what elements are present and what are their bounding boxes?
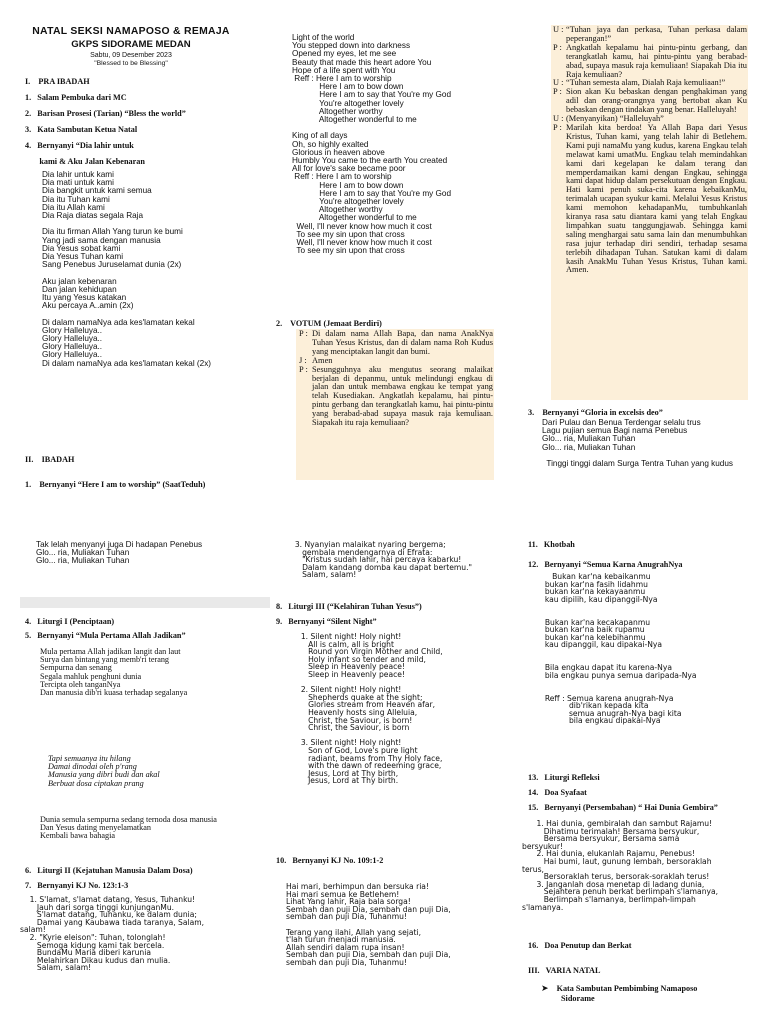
song-line: Salam, salam! — [20, 963, 92, 973]
song-line: bukan kar'na kelebihanmu — [540, 632, 646, 642]
song-line: Lihat Yang lahir, Raja bala sorga! — [286, 897, 411, 907]
song-line: Melahirkan Dikau kudus dan mulia. — [20, 955, 171, 965]
speaker-label: U : — [553, 114, 564, 124]
song-line: Opened my eyes, let me see — [292, 49, 397, 59]
song-line: You're altogether lovely — [292, 98, 404, 108]
song-line: All is calm, all is bright — [296, 639, 394, 649]
speaker-label: P : — [553, 122, 562, 132]
song-line: Glory Halleluya.. — [42, 325, 103, 335]
agenda-item: 6. Liturgi II (Kejatuhan Manusia Dalam Dosa) — [25, 866, 193, 875]
varia-item-label: Kata Sambutan Pembimbing Namaposo — [556, 984, 698, 993]
speaker-label: P : — [553, 87, 562, 97]
song-kj-123-verse3 — [290, 541, 472, 579]
gloria-heading: 3. Bernyanyi “Gloria in excelsis deo” — [528, 408, 663, 417]
song-mula-pertama-italic — [48, 755, 160, 788]
litany-text: Amen — [312, 355, 333, 365]
song-line: Dia bangkit untuk kami semua — [42, 186, 152, 196]
song-line: Dia Yesus sobat kami — [42, 243, 121, 253]
agenda-item: 16. Doa Penutup dan Berkat — [528, 941, 632, 950]
song-line: Surya dan bintang yang memb'ri terang — [40, 655, 170, 665]
song-line: bila engkau dipakai-Nya — [540, 716, 661, 726]
song-line: Sang Penebus Juruselamat dunia (2x) — [42, 260, 182, 270]
agenda-items — [25, 618, 186, 646]
song-line: 1. Hai dunia, gembiralah dan sambut Rajamu! — [522, 819, 713, 828]
song-kj-109 — [286, 883, 451, 967]
song-line: Terang yang ilahi, Allah yang sejati, — [286, 927, 422, 937]
song-line: Holy infant so tender and mild, — [296, 654, 426, 664]
song-line: Here I am to bow down — [292, 82, 404, 92]
song-line: Glory Halleluya.. — [42, 350, 103, 360]
song-line: Allah sendiri dalam rupa insan! — [286, 942, 405, 952]
song-line: Glo... ria, Muliakan Tuhan — [36, 556, 130, 566]
speaker-label: P : — [299, 364, 308, 374]
litany-line — [553, 88, 747, 115]
song-line: You're altogether lovely — [292, 197, 404, 207]
votum-heading: 2. VOTUM (Jemaat Berdiri) — [276, 319, 382, 328]
votum-litany — [299, 330, 493, 428]
litany-line — [299, 330, 493, 357]
song-line: Salam, salam! — [290, 570, 357, 580]
song-line: dib'rikan kepada kita — [540, 701, 649, 711]
song-line: Tinggi tinggi dalam Surga Tentra Tuhan yang kudus — [542, 459, 734, 468]
church-name: GKPS SIDORAME MEDAN — [71, 39, 191, 50]
song-line: bukan kar'na fasih lidahmu — [540, 579, 648, 589]
song-line: Glo... ria, Muliakan Tuhan — [542, 434, 636, 444]
song-line: Round yon Virgin Mother and Child, — [296, 647, 443, 657]
litany-text: Di dalam nama Allah Bapa, dan nama AnakNya Tuhan Yesus Kristus, dan di dalam nama Roh Kudus yang menciptakan langit dan bumi. — [312, 329, 493, 356]
song-line: Dia Yesus Tuhan kami — [42, 252, 124, 262]
song-line: sembah dan puji Dia, Tuhanmu! — [286, 912, 407, 922]
song-line: King of all days — [292, 131, 348, 141]
song-line — [540, 603, 697, 611]
song-line: S'lamat datang, Tuhanku, ke dalam dunia; — [20, 910, 197, 920]
song-line — [540, 649, 697, 657]
song-line: Tapi semuanya itu hilang — [48, 754, 131, 763]
agenda-items-4 — [528, 541, 682, 573]
song-line: Shepherds quake at the sight; — [296, 692, 423, 702]
song-line — [540, 679, 697, 687]
agenda-item: 12. Bernyanyi “Semua Karna AnugrahNya — [528, 560, 683, 569]
event-date: Sabtu, 09 Desember 2023 — [90, 52, 172, 59]
varia-item-label-2: Sidorame — [561, 994, 595, 1003]
song-line: Kembali bawa bahagia — [40, 831, 116, 841]
agenda-item: 3. Kata Sambutan Ketua Natal — [25, 125, 138, 134]
song-semua-karna-anugrah — [540, 573, 697, 725]
agenda-item: 1. Bernyanyi “Here I am to worship” (SaatTeduh) — [25, 480, 206, 489]
song-gloria — [542, 419, 733, 468]
song-line: Aku jalan kebenaran — [42, 276, 117, 286]
song-line: Sembah dan puji Dia, sembah dan puji Dia, — [286, 950, 451, 960]
song-line: Semoga kidung kami tak bercela. — [20, 940, 165, 950]
song-line: Dan Yesus dating menyelamatkan — [40, 823, 151, 833]
song-line: semua anugrah-Nya bagi kita — [540, 708, 682, 718]
gloria-continued — [36, 541, 202, 566]
song-line: Bersama bersyukur, Bersama sama — [522, 834, 680, 844]
song-line: with the dawn of redeeming grace, — [296, 761, 442, 771]
song-line: Bukan kar'na kebaikanmu — [540, 572, 651, 581]
song-line: Son of God, Love's pure light — [296, 745, 418, 755]
song-line: Heavenly hosts sing Alleluia, — [296, 707, 418, 717]
song-line: Dia lahir untuk kami — [42, 170, 114, 179]
song-line: Berlimpah s'lamanya, berlimpah-limpah — [522, 894, 696, 904]
kj109-heading: 10. Bernyanyi KJ No. 109:1-2 — [276, 856, 384, 865]
song-line: Glorious in heaven above — [292, 147, 385, 157]
song-line: Sleep in Heavenly peace! — [296, 669, 405, 679]
song-line: Christ, the Saviour, is born — [296, 723, 410, 733]
song-line: Well, I'll never know how much it cost — [292, 238, 432, 248]
agenda-items-5 — [528, 774, 718, 819]
litany-text: “Tuhan jaya dan perkasa, Tuhan perkasa dalam peperangan!” — [566, 25, 747, 43]
song-line: To see my sin upon that cross — [292, 229, 405, 239]
song-line: Di dalam namaNya ada kes'lamatan kekal (2x) — [42, 358, 212, 368]
song-line: Dia itu Tuhan kami — [42, 194, 110, 204]
agenda-item: 4. Bernyanyi “Dia lahir untuk — [25, 141, 134, 150]
speaker-label: P : — [553, 42, 562, 52]
litany-text: (Menyanyikan) “Halleluyah” — [566, 114, 664, 124]
song-line: Sleep in Heavenly peace! — [296, 662, 405, 672]
litany-line — [553, 44, 747, 80]
litany-text: Angkatlah kepalamu hai pintu-pintu gerbang, dan terangkatlah kamu, hai pintu-pintu yang berabad-abad, supaya masuk raja kemuliaan! Siapakah Dia itu Raja kemuliaan? — [566, 42, 747, 79]
song-line: Glo... ria, Muliakan Tuhan — [36, 548, 130, 558]
song-line: 3. Silent night! Holy night! — [296, 738, 402, 748]
song-line: t'lah turun menjadi manusia. — [286, 935, 396, 945]
song-line: bila engkau punya semua daripada-Nya — [540, 670, 697, 680]
agenda-item: 14. Doa Syafaat — [528, 788, 587, 797]
song-line: 1. S'lamat, s'lamat datang, Yesus, Tuhanku! — [20, 895, 196, 904]
song-line: Bukan kar'na kecakapanmu — [540, 617, 651, 627]
song-line: Reff : Here I am to worship — [292, 74, 392, 84]
song-line: Jesus, Lord at Thy birth, — [296, 768, 399, 778]
song-mula-pertama-end — [40, 816, 217, 841]
song-line: radiant, beams from Thy Holy face, — [296, 753, 443, 763]
song-line: Tercipta oleh tanganNya — [40, 679, 121, 689]
song-line: Here I am to say that You're my God — [292, 188, 452, 198]
song-line: terus, — [522, 864, 544, 874]
litany-text: Marilah kita berdoa! Ya Allah Bapa dari Yesus Kristus, Tuhan kami, yang telah lahir di Betlehem. Kami puji namaMu yang kudus, karena Engkau telah melawat kami umatMu. Engkau telah memindahkan kami dari kegelapan ke dalam terang dan memperdamaikan kami dengan Engkau, sehingga kami dapat hidup dalam persekutuan dengan Engkau. Hati kami penuh suka-cita karena kebaikanMu, terimalah ucapan syukur kami. Melalui Yesus Kristus kami memohon kehadapanMu, tumbuhkanlah kiranya rasa satu diantara kami yang telah Engkau limpahkan suatu tanggungjawab. Sehingga kami saling menghargai satu sama lain dan menumbuhkan rasa jujur terhadap diri sendiri, terhadap sesama terlebih dihadapan Tuhan. Satukan kami di dalam kasih AnakMu Tuhan Yesus Kristus, Tuhan kami. Amen. — [566, 122, 747, 275]
song-line: Mula pertama Allah jadikan langit dan laut — [40, 647, 181, 656]
song-line: Manusia yang dibri budi dan akal — [48, 770, 160, 780]
song-line: Reff : Here I am to worship — [292, 172, 392, 182]
song-line: Dia itu firman Allah Yang turun ke bumi — [42, 227, 183, 237]
song-line: Itu yang Yesus katakan — [42, 293, 127, 303]
song-line: Humbly You came to the earth You created — [292, 156, 448, 166]
song-line: Christ, the Saviour, is born! — [296, 715, 413, 725]
song-line: Jauh dari sorga tinggi kunjunganMu. — [20, 902, 175, 912]
song-line: Lagu pujian semua Bagi nama Penebus — [542, 426, 688, 436]
agenda-item: 1. Salam Pembuka dari MC — [25, 93, 127, 102]
song-line: Here I am to say that You're my God — [292, 90, 452, 100]
song-line: 3. Nyanyian malaikat nyaring bergema; — [290, 540, 446, 549]
song-line: Damai dinodai oleh p'rang — [48, 762, 137, 772]
section-pra-ibadah: I. PRA IBADAH — [25, 77, 90, 86]
song-line: Well, I'll never know how much it cost — [292, 221, 432, 231]
song-line: bersyukur! — [522, 841, 564, 851]
song-line: You stepped down into darkness — [292, 41, 411, 51]
speaker-label: J : — [299, 355, 307, 365]
song-line: Glo... ria, Muliakan Tuhan — [542, 442, 636, 452]
song-line: Altogether wonderful to me — [292, 115, 417, 125]
agenda-items-2 — [25, 867, 193, 897]
song-line: Dan manusia dib'ri kuasa terhadap segalanya — [40, 688, 188, 698]
song-line: Beauty that made this heart adore You — [292, 57, 432, 67]
litany-line — [553, 26, 747, 44]
song-line: salam! — [20, 925, 46, 935]
song-line: Sembah dan puji Dia, sembah dan puji Dia, — [286, 904, 451, 914]
song-line: Dari Pulau dan Benua Terdengar selalu trus — [542, 418, 701, 427]
arrow-bullet-icon: ➤ — [541, 984, 549, 994]
song-line: kau dipanggil, kau dipakai-Nya — [540, 640, 663, 650]
litany-text: “Tuhan semesta alam, Dialah Raja kemuliaan!” — [566, 78, 726, 88]
song-line: Bersoraklah terus, bersorak-soraklah terus! — [522, 872, 710, 882]
agenda-item: kami & Aku Jalan Kebenaran — [25, 157, 145, 166]
song-line: Sejahtera penuh berkat berlimpah s'lamanya, — [522, 887, 719, 897]
song-line: Glory Halleluya.. — [42, 342, 103, 352]
divider-bar — [20, 597, 270, 608]
agenda-item: 2. Barisan Prosesi (Tarian) “Bless the world” — [25, 109, 186, 118]
song-line: Aku percaya A..amin (2x) — [42, 301, 134, 311]
song-line: Berbuat dosa ciptakan prang — [48, 778, 144, 788]
song-line: Dan jalan kehidupan — [42, 284, 117, 294]
song-line: Di dalam namaNya ada kes'lamatan kekal — [42, 317, 195, 327]
song-line: 2. Silent night! Holy night! — [296, 685, 402, 695]
section-ibadah: II. IBADAH — [25, 455, 75, 464]
song-line: Dia Raja diatas segala Raja — [42, 211, 144, 221]
song-line: Dia itu Allah kami — [42, 202, 105, 212]
song-line: Oh, so highly exalted — [292, 139, 369, 149]
song-hai-dunia-gembira — [522, 820, 718, 911]
agenda-items-3 — [276, 603, 422, 633]
agenda-item: 4. Liturgi I (Penciptaan) — [25, 617, 115, 626]
varia-item — [541, 984, 697, 994]
page-title: NATAL SEKSI NAMAPOSO & REMAJA — [32, 26, 230, 37]
song-line: Altogether worthy — [292, 205, 383, 215]
song-kj-123 — [20, 896, 204, 972]
agenda-item: 7. Bernyanyi KJ No. 123:1-3 — [25, 881, 129, 890]
speaker-label: U : — [553, 78, 564, 88]
event-motto: "Blessed to be Blessing" — [94, 60, 168, 67]
song-line: Dihatimu terimalah! Bersama bersyukur, — [522, 826, 700, 836]
song-line: Bila engkau dapat itu karena-Nya — [540, 663, 673, 673]
song-line: Sempurna dan senang — [40, 663, 112, 673]
litany-responsive — [553, 26, 747, 275]
song-line: Light of the world — [292, 33, 355, 42]
litany-line — [553, 124, 747, 275]
agenda-item: 11. Khotbah — [528, 540, 575, 549]
song-line: 3. Janganlah dosa menetap di ladang dunia, — [522, 879, 705, 889]
song-line: kau dipilih, kau dipanggil-Nya — [540, 594, 658, 604]
agenda-item: 13. Liturgi Refleksi — [528, 773, 600, 782]
song-dia-lahir — [42, 171, 211, 368]
song-line: Hope of a life spent with You — [292, 65, 396, 75]
song-mula-pertama — [40, 648, 187, 697]
song-line: Segala mahluk penghuni dunia — [40, 671, 142, 681]
speaker-label: P : — [299, 329, 308, 338]
litany-text: Sesungguhnya aku mengutus seorang malaikat berjalan di depanmu, untuk melindungi engkau di jalan dan untuk membawa engkau ke tempat yang telah Kusediakan. Angkatlah kepalamu, hai pintu-pintu gerbang dan terangkatlah kamu, hai pintu-pintu yang berabad-abad supaya masuk raja kemuliaan. Siapakah itu raja kemuliaan? — [312, 364, 493, 428]
song-line: Dia mati untuk kami — [42, 178, 114, 188]
song-line: Altogether wonderful to me — [292, 213, 417, 223]
song-line: Glory Halleluya.. — [42, 334, 103, 344]
litany-line — [299, 366, 493, 428]
section-varia-natal: III. VARIA NATAL — [528, 966, 601, 975]
speaker-label: U : — [553, 25, 564, 34]
song-line: s'lamanya. — [522, 902, 564, 912]
song-line: sembah dan puji Dia, Tuhanmu! — [286, 957, 407, 967]
song-line: 2. Hai dunia, elukanlah Rajamu, Penebus! — [522, 849, 696, 859]
song-line: To see my sin upon that cross — [292, 246, 405, 256]
agenda-item: 5. Bernyanyi “Mula Pertama Allah Jadikan” — [25, 631, 186, 640]
song-silent-night — [296, 633, 443, 785]
song-line: Hai mari semua ke Betlehem! — [286, 889, 400, 899]
song-line: Glories stream from Heaven afar, — [296, 700, 436, 710]
pra-ibadah-items — [25, 94, 186, 174]
song-line: Reff : Semua karena anugrah-Nya — [540, 693, 674, 703]
song-line: bukan kar'na baik rupamu — [540, 625, 645, 635]
song-line: Hai bumi, laut, gunung lembah, bersoraklah — [522, 856, 712, 866]
song-line: 1. Silent night! Holy night! — [296, 632, 402, 641]
song-line: Dalam kandang domba kau dapat bertemu." — [290, 562, 473, 572]
song-line: Here I am to bow down — [292, 180, 404, 190]
song-line: Damai yang Kaubawa tiada taranya, Salam, — [20, 917, 205, 927]
agenda-item: 9. Bernyanyi “Silent Night” — [276, 617, 377, 626]
song-line: "Kristus sudah lahir, hai percaya kabarku! — [290, 555, 462, 565]
song-line: Hai mari, berhimpun dan bersuka ria! — [286, 882, 430, 891]
litany-text: Sion akan Ku bebaskan dengan penghakiman yang adil dan orang-orangnya yang bertobat akan Ku bebaskan dengan tindakan yang benar. Halleluyah! — [566, 87, 747, 115]
song-line: Tak lelah menyanyi juga Di hadapan Penebus — [36, 540, 203, 549]
song-line: BundaMu Maria diberi karunia — [20, 948, 151, 958]
song-line: All for love's sake became poor — [292, 164, 406, 174]
song-line: Yang jadi sama dengan manusia — [42, 235, 161, 245]
agenda-item: 8. Liturgi III (“Kelahiran Tuhan Yesus”) — [276, 602, 422, 611]
song-line: 2. "Kyrie eleison": Tuhan, tolonglah! — [20, 932, 166, 942]
song-line: Jesus, Lord at Thy birth. — [296, 776, 399, 786]
agenda-item: 15. Bernyanyi (Persembahan) “ Hai Dunia Gembira” — [528, 803, 718, 812]
song-line: bukan kar'na kekayaanmu — [540, 587, 646, 597]
song-line: Altogether worthy — [292, 106, 383, 116]
song-here-i-am — [292, 34, 451, 255]
song-line: Dunia semula sempurna sedang ternoda dosa manusia — [40, 815, 217, 824]
song-line: gembala mendengarnya di Efrata: — [290, 547, 433, 557]
